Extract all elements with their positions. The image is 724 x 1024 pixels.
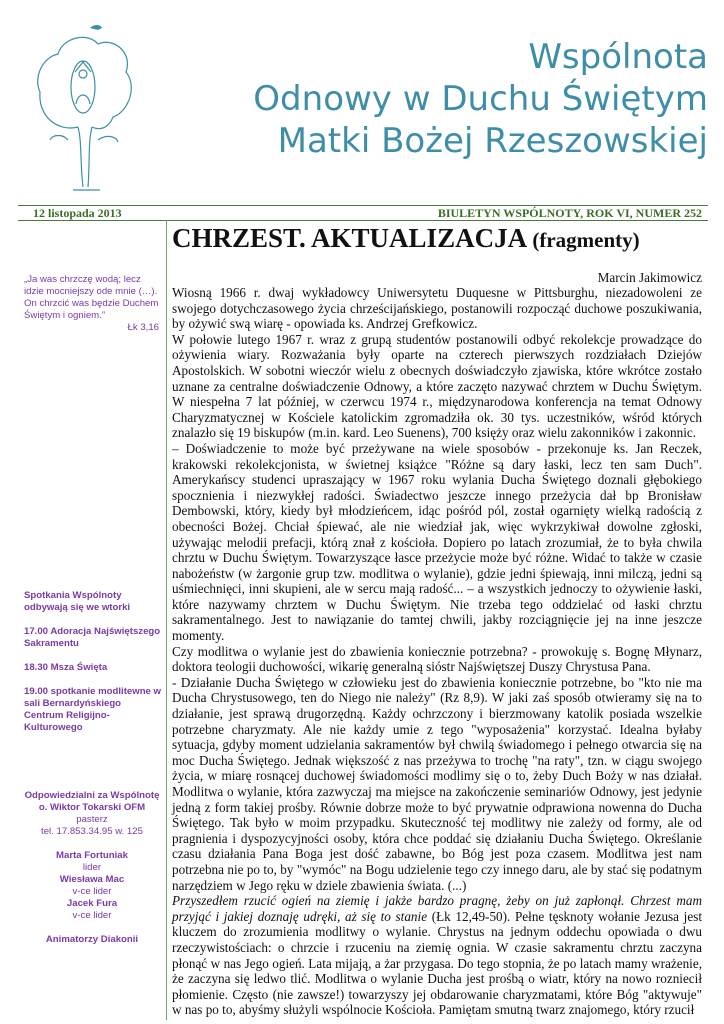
paragraph-final-text: (Łk 12,49-50). Pełne tęsknoty wołanie Jezusa jest kluczem do zrozumienia modlitwy o wylanie. Chrystus na jednym oddechu opowiada o dwu rzeczywistościach: o chrzcie i rzuceniu na ziemię ognia. W czasie sakramentu chrztu zaczyna płonąć w nas Jego ogień. Lata mijają, a żar przygasa. Do tego stopnia, że po latach mamy wrażenie, że zaczyna się ledwo tlić. Modlitwa o wylanie Ducha jest prośbą o wiatr, który na nowo rozniecił płomienie. Często (nie zawsze!) towarzyszy jej obdarowanie charyzmatami, które Bóg "aktywuje" w nas po to, abyśmy służyli wspólnocie Kościoła. Pamiętam smutną twarz znajomego, który rzucił xyxy=(172,908,702,1018)
issue-bar xyxy=(18,205,708,221)
title-line-3: Matki Bożej Rzeszowskiej xyxy=(277,121,708,161)
vice-leader-2-role: v-ce lider xyxy=(72,910,112,921)
responsible-heading: Odpowiedzialni za Wspólnotę xyxy=(24,790,160,801)
meeting-mass: 18.30 Msza Święta xyxy=(24,662,108,673)
paragraph-final xyxy=(172,893,702,1018)
article-author: Marcin Jakimowicz xyxy=(597,270,702,285)
pastor-role: pasterz xyxy=(76,814,108,825)
sidebar-quote xyxy=(24,274,159,334)
title-line-1: Wspólnota xyxy=(528,37,708,77)
article-title-main: CHRZEST. AKTUALIZACJA xyxy=(172,223,526,253)
issue-number: BIULETYN WSPÓLNOTY, ROK VI, NUMER 252 xyxy=(437,206,702,220)
vice-leader-1-role: v-ce lider xyxy=(72,886,112,897)
sidebar xyxy=(18,220,167,1020)
quote-text: „Ja was chrzczę wodą; lecz idzie mocniejszy ode mnie (…). On chrzcić was będzie Duchem Świętym i ogniem.” xyxy=(24,274,159,321)
animators-heading: Animatorzy Diakonii xyxy=(45,934,139,945)
article-title xyxy=(172,222,702,256)
vice-leader-2-name: Jacek Fura xyxy=(66,898,118,909)
pastor-phone: tel. 17.853.34.95 w. 125 xyxy=(41,826,143,837)
article xyxy=(172,222,702,1018)
paragraph: – Doświadczenie to może być przeżywane na wiele sposobów - przekonuje ks. Jan Reczek, krakowski rekolekcjonista, w świetnej książce "Różne są dary łaski, lecz ten sam Duch". Amerykańscy studenci upraszający w 1967 roku wylania Ducha Świętego doznali głębokiego spocznienia i niezwykłej radości. Świadectwo jeszcze innego przeżycia dał bp Bronisław Dembowski, który, kiedy był młodzieńcem, idąc pośród pól, został ogarnięty wielką radością z obecności Bożej. Chciał śpiewać, ale nie wiedział jak, więc wykrzykiwał dowolne zgłoski, używając melodii prefacji, którą znał z kościoła. Dopiero po latach zrozumiał, że to była chwila chrztu w Duchu Świętym. Towarzyszące łasce przeżycie może być różne. Widać to także w czasie nabożeństw (w żargonie grup tzw. modlitwa o wylanie), gdzie jedni śpiewają, inni milczą, jedni są uśmiechnięci, inni skupieni, ale w sercu mają radość... – a wszystkich jednoczy to ożywienie łaski, które nazywamy chrztem w Duchu Świętym. Nie trzeba tego oddzielać od łaski chrztu sakramentalnego. Jest to nawiązanie do tamtej chwili, jakby rozciągnięcie jej na inne jeszcze momenty. xyxy=(172,440,702,644)
leader-name: Marta Fortuniak xyxy=(56,850,128,861)
article-body xyxy=(172,285,702,1018)
paragraph: Wiosną 1966 r. dwaj wykładowcy Uniwersytetu Duquesne w Pittsburghu, niezadowoleni ze swojego dotychczasowego życia chrześcijańskiego, postanowili rozpocząć duchowe poszukiwania, by ożywić swą wiarę - opowiada ks. Andrzej Grefkowicz. xyxy=(172,285,702,332)
vice-leader-1-name: Wiesława Mac xyxy=(59,874,125,885)
title-line-2: Odnowy w Duchu Świętym xyxy=(253,79,708,119)
pastor-name: o. Wiktor Tokarski OFM xyxy=(38,802,146,813)
meeting-adoration: 17.00 Adoracja Najświętszego Sakramentu xyxy=(24,626,161,649)
scripture-quote: Przyszedłem rzucić ogień na ziemię i jakże bardzo pragnę, żeby on już zapłonął. Chrzest mam przyjąć i jakiej doznaję udręki, aż się to stanie xyxy=(172,893,702,924)
meetings-schedule xyxy=(24,590,162,746)
paragraph: Czy modlitwa o wylanie jest do zbawienia koniecznie potrzebna? - prowokuję s. Bognę Młynarz, doktora teologii duchowości, wikarię generalną sióstr Najświętszej Duszy Chrystusa Pana. xyxy=(172,643,702,675)
meetings-intro: Spotkania Wspólnoty odbywają się we wtorki xyxy=(24,590,131,613)
paragraph: - Działanie Ducha Świętego w człowieku jest do zbawienia koniecznie potrzebne, bo "kto nie ma Ducha Chrystusowego, ten do Niego nie należy" (Rz 8,9). W jaki zaś sposób otwieramy się na to działanie, jest sprawą drugorzędną. Każdy ochrzczony i bierzmowany katolik posiada wszelkie potrzebne charyzmaty. Ale nie każdy umie z tego "wyposażenia" korzystać. Idealna byłaby sytuacja, gdyby moment udzielania sakramentów był chwilą świadomego i pełnego otwarcia się na moc Ducha Świętego. Jednak większość z nas przeżywa to trochę "na raty", tzn. w ciągu swojego życia, w miarę rosnącej duchowej świadomości modlimy się o to, żeby Duch Boży w nas działał. Modlitwa o wylanie, która zazwyczaj ma miejsce na zakończenie seminariów Odnowy, jest jedynie jedną z form takiej prośby. Równie dobrze może to być prywatnie odprawiona nowenna do Ducha Świętego. Tak było w moim przypadku. Skuteczność tej modlitwy nie zależy od formy, ale od pragnienia i dyspozycyjności osoby, która chce poddać się działaniu Ducha Świętego. Określanie czasu działania Pana Boga jest dość zabawne, bo Bóg jest poza czasem. Modlitwa jest nam potrzebna nie po to, by "wymóc" na Bogu udzielenie tego czy innego daru, ale by stać się podatnym narzędziem w Jego ręku w dziele zbawienia świata. (...) xyxy=(172,674,702,893)
quote-reference: Łk 3,16 xyxy=(127,322,159,333)
community-title xyxy=(178,36,708,162)
article-subtitle: (fragmenty) xyxy=(532,228,640,252)
issue-date: 12 listopada 2013 xyxy=(33,206,122,220)
leader-role: lider xyxy=(82,862,102,873)
tree-logo-icon xyxy=(28,22,138,192)
contacts xyxy=(20,790,164,946)
paragraph: W połowie lutego 1967 r. wraz z grupą studentów postanowili odbyć rekolekcje prowadzące do ożywienia wiary. Rozważania były oparte na czterech pierwszych rozdziałach Dziejów Apostolskich. W sobotni wieczór wielu z obecnych doświadczyło zjawiska, które wkrótce zostało uznane za centralne doświadczenie Odnowy, a które zaczęto nazywać chrztem w Duchu Świętym. W niespełna 7 lat później, w czerwcu 1974 r., międzynarodowa konferencja na temat Odnowy Charyzmatycznej w Kościele katolickim zgromadziła ok. 30 tys. uczestników, wśród których znalazło się 19 biskupów (m.in. kard. Leo Suenens), 700 księży oraz wielu zakonników i zakonnic. xyxy=(172,331,702,441)
meeting-prayer: 19.00 spotkanie modlitewne w sali Bernardyńskiego Centrum Religijno-Kulturowego xyxy=(24,686,162,733)
